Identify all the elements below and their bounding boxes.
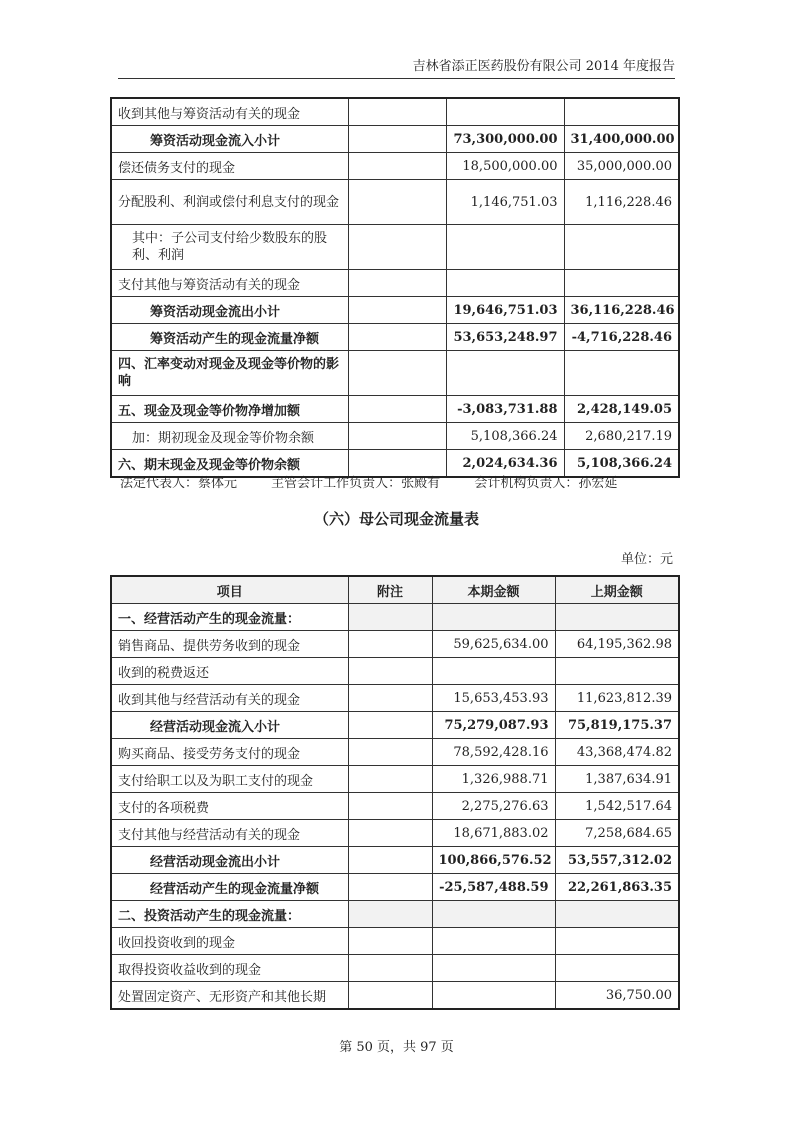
row-label: 偿还债务支付的现金 (111, 153, 348, 180)
table-row (111, 604, 679, 631)
row-previous: 35,000,000.00 (564, 153, 679, 180)
row-previous: 22,261,863.35 (555, 874, 679, 901)
table-row (111, 739, 679, 766)
row-current (432, 658, 555, 685)
row-note (348, 98, 446, 126)
row-label: 处置固定资产、无形资产和其他长期 (111, 982, 348, 1010)
row-current: 100,866,576.52 (432, 847, 555, 874)
row-previous (564, 270, 679, 297)
row-note (348, 153, 446, 180)
row-current: -25,587,488.59 (432, 874, 555, 901)
row-current (432, 982, 555, 1010)
table-row (111, 351, 679, 396)
row-label: 二、投资活动产生的现金流量： (111, 901, 348, 928)
header-item: 项目 (111, 576, 348, 604)
row-previous (555, 955, 679, 982)
row-previous: 11,623,812.39 (555, 685, 679, 712)
row-note (348, 712, 432, 739)
row-note (348, 658, 432, 685)
row-current: 18,671,883.02 (432, 820, 555, 847)
signature-line (120, 472, 647, 491)
row-current: 2,275,276.63 (432, 793, 555, 820)
section-title: （六）母公司现金流量表 (313, 510, 479, 528)
row-note (348, 423, 446, 450)
row-label: 支付给职工以及为职工支付的现金 (111, 766, 348, 793)
row-note (348, 874, 432, 901)
row-note (348, 766, 432, 793)
row-current: -3,083,731.88 (446, 396, 564, 423)
row-previous: 1,116,228.46 (564, 180, 679, 225)
row-label: 销售商品、提供劳务收到的现金 (111, 631, 348, 658)
row-label: 收到其他与经营活动有关的现金 (111, 685, 348, 712)
row-current: 1,146,751.03 (446, 180, 564, 225)
row-current: 78,592,428.16 (432, 739, 555, 766)
row-label: 加：期初现金及现金等价物余额 (111, 423, 348, 450)
row-current (446, 351, 564, 396)
row-note (348, 955, 432, 982)
table-row (111, 631, 679, 658)
row-current (446, 98, 564, 126)
row-note (348, 126, 446, 153)
row-label: 五、现金及现金等价物净增加额 (111, 396, 348, 423)
row-previous: 5,108,366.24 (564, 450, 679, 478)
row-previous: -4,716,228.46 (564, 324, 679, 351)
row-label: 购买商品、接受劳务支付的现金 (111, 739, 348, 766)
row-previous (555, 901, 679, 928)
row-current: 5,108,366.24 (446, 423, 564, 450)
row-label: 经营活动产生的现金流量净额 (111, 874, 348, 901)
row-previous (555, 604, 679, 631)
parent-cashflow-table (110, 575, 680, 1010)
row-previous: 2,428,149.05 (564, 396, 679, 423)
table-row (111, 847, 679, 874)
row-previous: 64,195,362.98 (555, 631, 679, 658)
row-previous: 36,116,228.46 (564, 297, 679, 324)
row-label: 六、期末现金及现金等价物余额 (111, 450, 348, 478)
accounting-head: 会计机构负责人：孙宏延 (474, 476, 618, 491)
row-label: 一、经营活动产生的现金流量： (111, 604, 348, 631)
unit-label: 单位：元 (620, 552, 673, 567)
row-current (432, 928, 555, 955)
row-note (348, 928, 432, 955)
row-note (348, 847, 432, 874)
row-label: 支付其他与经营活动有关的现金 (111, 820, 348, 847)
table-row (111, 874, 679, 901)
row-previous (564, 351, 679, 396)
table-row (111, 928, 679, 955)
table-row (111, 396, 679, 423)
table-row (111, 297, 679, 324)
row-label: 其中：子公司支付给少数股东的股利、利润 (111, 225, 348, 270)
row-current (446, 270, 564, 297)
page-footer: 第 50 页，共 97 页 (339, 1040, 454, 1055)
table-row (111, 712, 679, 739)
row-current: 53,653,248.97 (446, 324, 564, 351)
row-label: 筹资活动产生的现金流量净额 (111, 324, 348, 351)
table-row (111, 658, 679, 685)
row-current: 1,326,988.71 (432, 766, 555, 793)
table-row (111, 98, 679, 126)
row-note (348, 982, 432, 1010)
row-current (432, 955, 555, 982)
row-current (432, 901, 555, 928)
row-previous: 1,387,634.91 (555, 766, 679, 793)
row-note (348, 739, 432, 766)
row-note (348, 604, 432, 631)
row-label: 取得投资收益收到的现金 (111, 955, 348, 982)
row-note (348, 324, 446, 351)
header-previous: 上期金额 (555, 576, 679, 604)
table-header-row (111, 576, 679, 604)
table-row (111, 423, 679, 450)
table-row (111, 126, 679, 153)
table-row (111, 270, 679, 297)
row-note (348, 793, 432, 820)
table-row (111, 901, 679, 928)
row-note (348, 351, 446, 396)
row-previous (564, 225, 679, 270)
row-current: 59,625,634.00 (432, 631, 555, 658)
row-label: 支付的各项税费 (111, 793, 348, 820)
row-note (348, 901, 432, 928)
row-previous (564, 98, 679, 126)
row-current: 75,279,087.93 (432, 712, 555, 739)
page-header: 吉林省添正医药股份有限公司 2014 年度报告 (118, 58, 675, 79)
row-label: 四、汇率变动对现金及现金等价物的影响 (111, 351, 348, 396)
row-label: 收回投资收到的现金 (111, 928, 348, 955)
row-label: 经营活动现金流入小计 (111, 712, 348, 739)
row-label: 筹资活动现金流出小计 (111, 297, 348, 324)
row-current (432, 604, 555, 631)
row-previous: 43,368,474.82 (555, 739, 679, 766)
row-note (348, 270, 446, 297)
row-previous (555, 658, 679, 685)
table-row (111, 180, 679, 225)
row-label: 收到的税费返还 (111, 658, 348, 685)
row-previous: 7,258,684.65 (555, 820, 679, 847)
accounting-supervisor: 主管会计工作负责人：张殿有 (271, 476, 441, 491)
table-row (111, 955, 679, 982)
table-row (111, 982, 679, 1010)
legal-representative: 法定代表人：蔡体元 (120, 476, 238, 491)
row-previous: 75,819,175.37 (555, 712, 679, 739)
table-row (111, 225, 679, 270)
row-note (348, 631, 432, 658)
row-note (348, 820, 432, 847)
header-current: 本期金额 (432, 576, 555, 604)
row-label: 收到其他与筹资活动有关的现金 (111, 98, 348, 126)
cashflow-table-continued (110, 97, 680, 478)
row-current (446, 225, 564, 270)
row-note (348, 225, 446, 270)
row-current: 2,024,634.36 (446, 450, 564, 478)
table-row (111, 153, 679, 180)
table-row (111, 324, 679, 351)
row-current: 73,300,000.00 (446, 126, 564, 153)
row-previous (555, 928, 679, 955)
row-current: 18,500,000.00 (446, 153, 564, 180)
row-note (348, 685, 432, 712)
row-label: 支付其他与筹资活动有关的现金 (111, 270, 348, 297)
row-previous: 1,542,517.64 (555, 793, 679, 820)
row-label: 经营活动现金流出小计 (111, 847, 348, 874)
row-label: 筹资活动现金流入小计 (111, 126, 348, 153)
header-note: 附注 (348, 576, 432, 604)
row-previous: 53,557,312.02 (555, 847, 679, 874)
table-row (111, 766, 679, 793)
row-label: 分配股利、利润或偿付利息支付的现金 (111, 180, 348, 225)
table-row (111, 820, 679, 847)
row-previous: 31,400,000.00 (564, 126, 679, 153)
row-note (348, 180, 446, 225)
row-previous: 36,750.00 (555, 982, 679, 1010)
row-current: 15,653,453.93 (432, 685, 555, 712)
row-previous: 2,680,217.19 (564, 423, 679, 450)
table-row (111, 685, 679, 712)
row-note (348, 297, 446, 324)
row-note (348, 396, 446, 423)
table-row (111, 793, 679, 820)
row-current: 19,646,751.03 (446, 297, 564, 324)
